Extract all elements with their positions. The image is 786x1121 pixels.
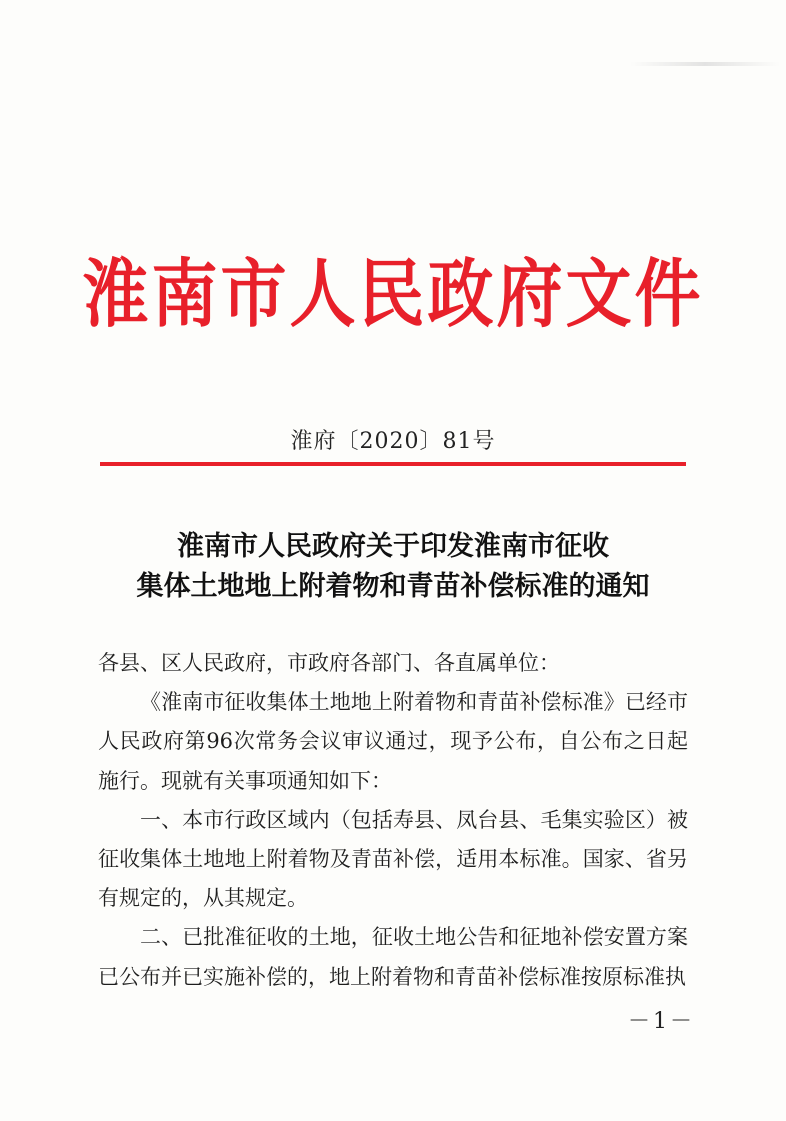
notice-title-line-1: 淮南市人民政府关于印发淮南市征收 — [177, 531, 609, 562]
page-number: －1－ — [628, 1009, 695, 1034]
body-paragraph-3: 二、已批准征收的土地，征收土地公告和征地补偿安置方案已公布并已实施补偿的，地上附着物和青苗补偿标准按原标准执 — [98, 925, 688, 989]
document-number: 淮府〔2020〕81号 — [290, 429, 496, 454]
salutation: 各县、区人民政府，市政府各部门、各直属单位： — [98, 651, 560, 675]
masthead-title: 淮南市人民政府文件 — [82, 251, 704, 338]
body-paragraph-2: 一、本市行政区域内（包括寿县、凤台县、毛集实验区）被征收集体土地地上附着物及青苗补偿，适用本标准。国家、省另有规定的，从其规定。 — [98, 807, 688, 911]
body-paragraph-1: 《淮南市征收集体土地地上附着物和青苗补偿标准》已经市人民政府第96次常务会议审议通过，现予公布，自公布之日起施行。现就有关事项通知如下： — [98, 690, 688, 793]
red-separator-line — [100, 462, 686, 466]
notice-title-line-2: 集体土地地上附着物和青苗补偿标准的通知 — [136, 571, 650, 602]
notice-title — [0, 527, 786, 607]
notice-body — [98, 644, 688, 997]
scan-artifact — [630, 62, 780, 66]
